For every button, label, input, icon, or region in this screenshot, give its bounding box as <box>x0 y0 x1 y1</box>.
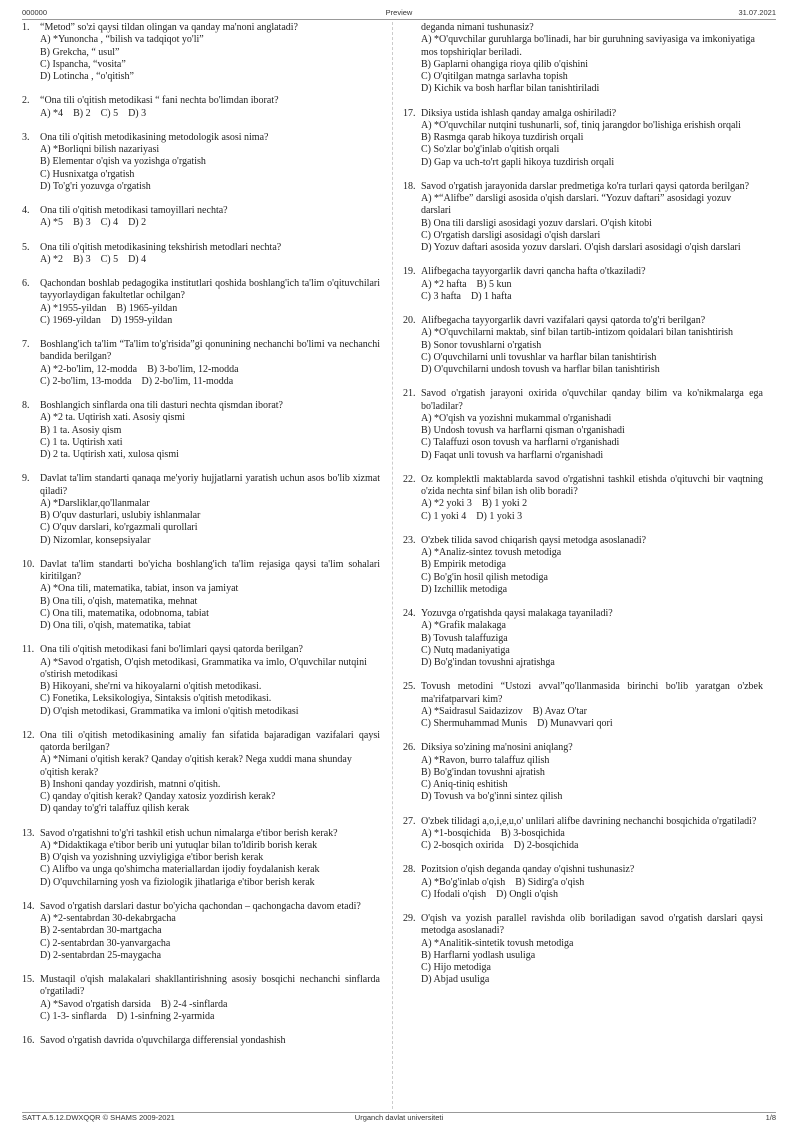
answer-options <box>22 913 380 962</box>
question-number: 1. <box>22 22 30 33</box>
question-number: 20. <box>403 315 416 326</box>
question-text-row <box>22 242 380 254</box>
answer-option: C) 1-3- sinflarda <box>40 1010 107 1022</box>
answer-option: B) 3 <box>73 253 91 265</box>
answer-option: A) *“Alifbe” darsligi asosida o'qish darslari. “Yozuv daftari” asosidagi yozuv darslari <box>421 193 732 217</box>
question-number: 6. <box>22 278 30 289</box>
answer-option-row <box>40 108 380 120</box>
answer-option: D) Yozuv daftari asosida yozuv darslari. O'qish darslari asosidagi o'qish darslari <box>421 242 741 253</box>
question-item <box>22 974 380 1023</box>
answer-options <box>22 412 380 461</box>
answer-option: A) *1-bosqichida <box>421 827 491 839</box>
question-text: O'zbek tilida savod chiqarish qaysi metodga asoslanadi? <box>421 534 647 546</box>
answer-option: D) 2 <box>128 217 147 229</box>
question-number: 17. <box>403 107 416 119</box>
answer-options <box>22 303 380 328</box>
answer-option: B) O'quv dasturlari, uslubiy ishlanmalar <box>40 510 201 521</box>
question-text: Davlat ta'lim standarti bo'yicha boshlang'ich ta'lim rejasiga qaysi ta'lim sohalari kiritilgan? <box>40 558 380 582</box>
header-date: 31.07.2021 <box>738 8 776 17</box>
question-text-row <box>22 730 380 755</box>
question-number <box>403 22 421 34</box>
question-item <box>403 742 763 803</box>
answer-option: A) *Ona tili, matematika, tabiat, inson va jamiyat <box>40 583 239 595</box>
question-text-row <box>22 1035 380 1047</box>
answer-option: C) 5 <box>100 107 119 119</box>
answer-option: C) So'zlar bo'g'inlab o'qitish orqali <box>421 144 560 156</box>
answer-option: C) Ifodali o'qish <box>421 888 487 900</box>
question-text: Alifbegacha tayyorgarlik davri vazifalari qaysi qatorda to'g'ri berilgan? <box>421 315 706 326</box>
answer-option: C) 3 hafta <box>421 290 461 302</box>
answer-options <box>22 999 380 1024</box>
answer-options <box>403 193 763 254</box>
answer-option: B) Sidirg'a o'qish <box>515 876 585 888</box>
question-item <box>22 132 380 193</box>
answer-option: B) Gaplarni ohangiga rioya qilib o'qishini <box>421 58 589 70</box>
answer-options <box>22 364 380 389</box>
answer-option: D) 4 <box>128 253 147 265</box>
question-item <box>22 242 380 267</box>
answer-options <box>403 279 763 304</box>
answer-option: D) 2-sentabrdan 25-maygacha <box>40 949 162 961</box>
answer-option: C) qanday o'qitish kerak? Qanday xatosiz yozdirish kerak? <box>40 791 276 802</box>
footer-page-number: 1/8 <box>765 1113 776 1122</box>
answer-option: A) *Grafik malakaga <box>421 620 506 632</box>
question-item <box>22 644 380 718</box>
answer-option: D) Tovush va bo'g'inni sintez qilish <box>421 791 563 803</box>
answer-option: A) *2-bo'lim, 12-modda <box>40 363 138 375</box>
answer-option: C) Fonetika, Leksikologiya, Sintaksis o'qitish metodikasi. <box>40 693 272 705</box>
answer-option: D) Gap va uch-to'rt gapli hikoya tuzdirish orqali <box>421 156 615 168</box>
answer-option: D) Izchillik metodiga <box>421 583 508 595</box>
answer-option: C) O'rgatish darsligi asosidagi o'qish darslari <box>421 229 601 241</box>
question-number: 24. <box>403 608 416 619</box>
answer-options <box>403 34 763 95</box>
question-text-row <box>403 535 763 547</box>
question-text-row <box>403 864 763 876</box>
question-number: 14. <box>22 900 35 912</box>
answer-option-row <box>421 718 763 730</box>
question-text-row <box>22 559 380 584</box>
question-text-row <box>22 205 380 217</box>
question-text: Ona tili o'qitish metodikasining tekshirish metodlari nechta? <box>40 241 282 253</box>
answer-option: A) *Bo'g'inlab o'qish <box>421 876 506 888</box>
answer-option-row <box>421 877 763 889</box>
question-text-row <box>22 901 380 913</box>
question-item <box>22 559 380 633</box>
answer-option: C) 2-bosqich oxirida <box>421 840 504 851</box>
question-text-row <box>403 816 763 828</box>
answer-option-row <box>421 291 763 303</box>
answer-option: C) Nutq madaniyatiga <box>421 644 510 656</box>
question-number: 15. <box>22 974 35 985</box>
answer-option: B) Avaz O'tar <box>532 705 588 717</box>
question-text: Davlat ta'lim standarti qanaqa me'yoriy hujjatlarni yaratish uchun asos bo'lib xizmat qiladi? <box>40 473 380 497</box>
question-text-row <box>22 473 380 498</box>
answer-option: B) Ona tili darsligi asosidagi yozuv darslari. O'qish kitobi <box>421 217 652 229</box>
answer-option: A) *Nimani o'qitish kerak? Qanday o'qitish kerak? Nega xuddi mana shunday o'qitish kerak? <box>40 754 352 778</box>
question-item <box>22 730 380 816</box>
answer-option: C) 1 ta. Uqtirish xati <box>40 436 123 448</box>
answer-option-row <box>40 254 380 266</box>
question-text: deganda nimani tushunasiz? <box>421 22 534 33</box>
answer-option: C) Bo'g'in hosil qilish metodiga <box>421 571 548 583</box>
answer-option: D) 1-sinfning 2-yarmida <box>116 1010 215 1022</box>
answer-option: B) O'qish va yozishning uzviyligiga e'tibor berish kerak <box>40 852 264 863</box>
answer-option: A) *Didaktikaga e'tibor berib uni yutuqlar bilan to'ldirib borish kerak <box>40 839 318 851</box>
question-number: 4. <box>22 205 30 216</box>
question-text-row <box>403 608 763 620</box>
question-number: 25. <box>403 681 416 693</box>
question-column-right <box>403 22 763 999</box>
question-text-row <box>403 266 763 278</box>
answer-option: A) *Savod o'rgatish, O'qish metodikasi, Grammatika va imlo, O'quvchilar nutqini o'stirish metodikasi <box>40 656 367 680</box>
question-text: Qachondan boshlab pedagogika institutlari qoshida boshlang'ich ta'lim o'qituvchilari tayyorlaydigan fakultetlar ochilgan? <box>40 278 380 302</box>
answer-option: C) 5 <box>100 253 119 265</box>
answer-option: A) *Saidrasul Saidazizov <box>421 705 523 717</box>
answer-option: C) 2-bo'lim, 13-modda <box>40 375 132 387</box>
answer-option: A) *2 hafta <box>421 278 467 290</box>
question-item <box>403 864 763 901</box>
answer-option: C) Husnixatga o'rgatish <box>40 168 135 180</box>
question-text-row <box>22 132 380 144</box>
answer-option-row <box>40 315 380 327</box>
question-text-row <box>403 181 763 193</box>
answer-option: A) *Ravon, burro talaffuz qilish <box>421 754 550 766</box>
answer-option: B) Harflarni yodlash usuliga <box>421 949 536 961</box>
question-item <box>403 681 763 730</box>
question-text-row <box>403 474 763 499</box>
answer-option: A) *5 <box>40 217 64 229</box>
answer-option: B) Empirik metodiga <box>421 559 506 571</box>
answer-option: A) *Darsliklar,qo'llanmalar <box>40 497 150 509</box>
question-text-row <box>22 278 380 303</box>
answer-option: B) Tovush talaffuziga <box>421 632 508 644</box>
answer-options <box>22 144 380 193</box>
question-text-row <box>22 95 380 107</box>
answer-option: B) Bo'g'indan tovushni ajratish <box>421 766 545 778</box>
answer-options <box>403 938 763 987</box>
answer-option-row <box>40 364 380 376</box>
answer-option: A) *2-sentabrdan 30-dekabrgacha <box>40 913 176 924</box>
question-number: 27. <box>403 815 416 827</box>
answer-option: C) Ispancha, “vosita” <box>40 58 126 70</box>
question-item <box>22 95 380 120</box>
answer-option: B) 3-bosqichida <box>500 827 565 839</box>
answer-options <box>403 413 763 462</box>
answer-option: A) *2 yoki 3 <box>421 498 472 510</box>
answer-options <box>403 327 763 376</box>
question-item <box>403 474 763 523</box>
answer-option-row <box>421 840 763 852</box>
question-text-row <box>403 315 763 327</box>
footer-copyright: SATT A.5.12.DWXQQR © SHAMS 2009-2021 <box>22 1113 175 1122</box>
question-text: “Metod” so'zi qaysi tildan olingan va qanday ma'noni anglatadi? <box>40 22 298 33</box>
answer-option: B) Sonor tovushlarni o'rgatish <box>421 339 542 351</box>
question-item <box>22 22 380 83</box>
question-text: Tovush metodini “Ustozi avval”qo'llanmasida birinchi bo'lib yaratgan o'zbek ma'rifatparvari kim? <box>421 681 763 705</box>
answer-option: A) *Analiz-sintez tovush metodiga <box>421 547 562 558</box>
question-item <box>403 108 763 169</box>
question-text-row <box>403 913 763 938</box>
answer-option: A) *O'quvchilarni maktab, sinf bilan tartib-intizom qoidalari bilan tanishtirish <box>421 327 734 339</box>
answer-option: C) Hijo metodiga <box>421 962 491 973</box>
answer-option: C) Talaffuzi oson tovush va harflarni o'rganishadi <box>421 437 620 449</box>
question-item <box>403 315 763 376</box>
answer-option: A) *Savod o'rgatish darsida <box>40 998 151 1010</box>
question-text-row <box>22 22 380 34</box>
question-number: 7. <box>22 339 30 350</box>
question-column-left <box>22 22 380 1059</box>
answer-option: D) Kichik va bosh harflar bilan tanishtiriladi <box>421 83 600 95</box>
answer-option: D) Faqat unli tovush va harflarni o'rganishadi <box>421 449 604 461</box>
answer-option: C) Shermuhammad Munis <box>421 718 528 729</box>
answer-option: C) 2-sentabrdan 30-yanvargacha <box>40 937 171 949</box>
answer-option-row <box>421 828 763 840</box>
question-text: Ona tili o'qitish metodikasining metodologik asosi nima? <box>40 131 269 143</box>
answer-option: B) 1 yoki 2 <box>481 498 528 510</box>
question-text: Savod o'rgatish jarayonida darslar predmetiga ko'ra turlari qaysi qatorda berilgan? <box>421 180 750 192</box>
question-number: 5. <box>22 241 30 253</box>
answer-option: B) Grekcha, “ usul” <box>40 46 120 58</box>
question-item <box>403 608 763 669</box>
answer-options <box>403 877 763 902</box>
answer-option: B) Undosh tovush va harflarni qisman o'rganishadi <box>421 425 625 436</box>
question-item <box>22 1035 380 1047</box>
answer-option: D) 2-bo'lim, 11-modda <box>141 375 234 387</box>
answer-option: D) O'quvchilarning yosh va fiziologik jihatlariga e'tibor berish kerak <box>40 876 315 888</box>
question-text: Oz komplektli maktablarda savod o'rgatishni tashkil etishda o'qituvchi bir vaqtning o'zida nechta sinf bilan ish olib boradi? <box>421 473 763 497</box>
answer-options <box>403 620 763 669</box>
question-item <box>22 400 380 461</box>
answer-option: B) Elementar o'qish va yozishga o'rgatish <box>40 156 206 168</box>
question-text: O'qish va yozish parallel ravishda olib boriladigan savod o'rgatish darslari qaysi metodga asoslanadi? <box>421 913 763 937</box>
answer-option-row <box>421 889 763 901</box>
question-text: Savod o'rgatish davrida o'quvchilarga differensial yondashish <box>40 1035 286 1046</box>
question-text: Alifbegacha tayyorgarlik davri qancha hafta o'tkaziladi? <box>421 266 646 278</box>
answer-options <box>403 755 763 804</box>
answer-option: B) 1965-yildan <box>116 302 178 314</box>
question-text-row <box>22 400 380 412</box>
answer-options <box>22 583 380 632</box>
answer-option: D) Abjad usuliga <box>421 974 490 986</box>
question-text-row <box>22 339 380 364</box>
answer-option: D) Ona tili, o'qish, matematika, tabiat <box>40 620 191 631</box>
answer-option: C) 1969-yildan <box>40 314 101 326</box>
question-number: 9. <box>22 473 30 485</box>
answer-option-row <box>40 376 380 388</box>
answer-option: A) *Yunoncha , “bilish va tadqiqot yo'li” <box>40 34 204 46</box>
question-text: O'zbek tilidagi a,o,i,e,u,o' unlilari alifbe davrining nechanchi bosqichida o'rgatiladi? <box>421 815 757 827</box>
question-item <box>22 901 380 962</box>
question-text-row <box>22 828 380 840</box>
question-number: 3. <box>22 131 30 143</box>
answer-option: B) 5 kun <box>476 278 512 290</box>
answer-option: A) *1955-yildan <box>40 302 107 314</box>
question-number: 26. <box>403 742 416 754</box>
question-text: Boshlang'ich ta'lim “Ta'lim to'g'risida”gi qonunining nechanchi bo'limi va nechanchi bandida berilgan? <box>40 339 380 363</box>
answer-option: B) Ona tili, o'qish, matematika, mehnat <box>40 595 198 607</box>
question-text: Boshlangich sinflarda ona tili dasturi nechta qismdan iborat? <box>40 400 283 411</box>
question-text: Yozuvga o'rgatishda qaysi malakaga tayaniladi? <box>421 608 613 619</box>
answer-option: B) 3 <box>73 217 91 229</box>
answer-option: B) Hikoyani, she'rni va hikoyalarni o'qitish metodikasi. <box>40 681 262 692</box>
question-text: Diksiya ustida ishlash qanday amalga oshiriladi? <box>421 107 617 119</box>
question-text: Ona tili o'qitish metodikasining amaliy fan sifatida bajaradigan vazifalari qaysi qatorda berilgan? <box>40 729 380 753</box>
answer-option: B) 1 ta. Asosiy qism <box>40 424 122 436</box>
question-text-row <box>403 22 763 34</box>
answer-options <box>403 828 763 853</box>
answer-option: B) Inshoni qanday yozdirish, matnni o'qitish. <box>40 778 221 790</box>
answer-options <box>22 34 380 83</box>
question-text-row <box>22 974 380 999</box>
answer-option: B) 2-sentabrdan 30-martgacha <box>40 925 162 937</box>
answer-option-row <box>421 279 763 291</box>
question-text: Pozitsion o'qish deganda qanday o'qishni tushunasiz? <box>421 864 635 876</box>
answer-option: D) qanday to'g'ri talaffuz qilish kerak <box>40 803 190 815</box>
answer-option: D) Bo'g'indan tovushni ajratishga <box>421 657 555 668</box>
question-text: Ona tili o'qitish metodikasi tamoyillari nechta? <box>40 205 228 216</box>
answer-options <box>22 657 380 718</box>
question-number: 21. <box>403 388 416 400</box>
answer-option-row <box>40 217 380 229</box>
question-item <box>22 828 380 889</box>
answer-option: C) 1 yoki 4 <box>421 510 467 522</box>
answer-options <box>403 547 763 596</box>
answer-option: C) O'quvchilarni unli tovushlar va harflar bilan tanishtirish <box>421 351 657 363</box>
answer-options <box>22 108 380 120</box>
answer-option: C) Alifbo va unga qo'shimcha materiallardan ijodiy foydalanish kerak <box>40 864 320 876</box>
answer-option: D) 1 hafta <box>471 290 512 302</box>
answer-option-row <box>40 303 380 315</box>
question-item <box>22 205 380 230</box>
question-text-row <box>22 644 380 656</box>
answer-options <box>22 498 380 547</box>
question-item <box>403 388 763 462</box>
question-item <box>403 266 763 303</box>
answer-option: A) *2 <box>40 253 64 265</box>
answer-options <box>22 217 380 229</box>
page-footer <box>22 1113 776 1125</box>
answer-option: B) 2-4 -sinflarda <box>160 998 228 1010</box>
question-text: Ona tili o'qitish metodikasi fani bo'limlari qaysi qatorda berilgan? <box>40 644 303 656</box>
question-item <box>22 278 380 327</box>
answer-option: D) To'g'ri yozuvga o'rgatish <box>40 180 151 192</box>
question-item <box>22 473 380 547</box>
answer-option: A) *O'quvchilar guruhlarga bo'linadi, har bir guruhning saviyasiga va imkoniyatiga mos topshiriqlar beriladi. <box>421 34 755 58</box>
question-number: 2. <box>22 95 30 107</box>
question-item <box>403 913 763 987</box>
question-item <box>403 181 763 255</box>
answer-option: D) 2-bosqichida <box>513 840 579 851</box>
answer-options <box>22 840 380 889</box>
answer-option: D) Munavvari qori <box>537 718 613 729</box>
answer-options <box>403 706 763 731</box>
answer-option: D) Lotincha , “o'qitish” <box>40 71 134 82</box>
answer-option: D) 1959-yildan <box>110 314 173 326</box>
answer-option: D) 2 ta. Uqtirish xati, xulosa qismi <box>40 449 179 460</box>
header-code: 000000 <box>22 8 48 17</box>
answer-options <box>22 754 380 815</box>
question-item <box>403 22 763 96</box>
answer-options <box>403 498 763 523</box>
question-text-row <box>403 742 763 754</box>
question-number: 13. <box>22 827 35 839</box>
answer-option: A) *4 <box>40 107 64 119</box>
question-number: 18. <box>403 180 416 192</box>
answer-option: A) *O'quvchilar nutqini tushunarli, sof, tiniq jarangdor bo'lishiga erishish orqali <box>421 119 741 131</box>
question-text-row <box>403 108 763 120</box>
header-title: Preview <box>385 8 413 17</box>
answer-option-row <box>40 999 380 1011</box>
question-number: 28. <box>403 864 416 876</box>
answer-option: D) O'quvchilarni undosh tovush va harflar bilan tanishtirish <box>421 364 660 375</box>
answer-option-row <box>421 706 763 718</box>
answer-option: C) O'qitilgan matnga sarlavha topish <box>421 71 568 82</box>
answer-option: A) *2 ta. Uqtirish xati. Asosiy qismi <box>40 412 185 424</box>
question-number: 29. <box>403 913 416 924</box>
answer-options <box>22 254 380 266</box>
question-text: Mustaqil o'qish malakalari shakllantirishning asosiy bosqichi nechanchi sinflarda o'rgatiladi? <box>40 974 380 998</box>
question-text: Savod o'rgatish jarayoni oxirida o'quvchilar qanday bilim va ko'nikmalarga ega bo'ladilar? <box>421 388 763 412</box>
question-number: 8. <box>22 400 30 411</box>
question-number: 19. <box>403 266 416 278</box>
answer-option: D) O'qish metodikasi, Grammatika va imloni o'qitish metodikasi <box>40 705 299 717</box>
question-text: Diksiya so'zining ma'nosini aniqlang? <box>421 742 573 754</box>
question-number: 23. <box>403 534 416 546</box>
answer-option: A) *Analitik-sintetik tovush metodiga <box>421 937 574 949</box>
question-number: 12. <box>22 729 35 741</box>
question-item <box>403 535 763 596</box>
answer-option: B) 3-bo'lim, 12-modda <box>147 363 239 375</box>
question-item <box>22 339 380 388</box>
question-number: 16. <box>22 1035 35 1046</box>
question-text: Savod o'rgatish darslari dastur bo'yicha qachondan – qachongacha davom etadi? <box>40 900 361 912</box>
answer-option: C) Ona tili, matematika, odobnoma, tabiat <box>40 607 209 619</box>
answer-option: C) O'quv darslari, ko'rgazmali qurollari <box>40 522 198 534</box>
question-text-row <box>403 388 763 413</box>
answer-option: B) 2 <box>73 107 91 119</box>
footer-institution: Urganch davlat universiteti <box>354 1113 444 1122</box>
question-item <box>403 816 763 853</box>
answer-option: D) 3 <box>128 107 147 119</box>
question-text-row <box>403 681 763 706</box>
answer-options <box>403 120 763 169</box>
answer-option: D) Nizomlar, konsepsiyalar <box>40 534 151 546</box>
answer-option: B) Rasmga qarab hikoya tuzdirish orqali <box>421 132 584 143</box>
answer-option: D) 1 yoki 3 <box>476 510 523 522</box>
question-text: “Ona tili o'qitish metodikasi “ fani nechta bo'limdan iborat? <box>40 95 279 107</box>
question-number: 22. <box>403 473 416 485</box>
question-number: 11. <box>22 644 35 656</box>
question-number: 10. <box>22 558 35 570</box>
answer-option: A) *Borliqni bilish nazariyasi <box>40 144 160 155</box>
answer-option: C) Aniq-tiniq eshitish <box>421 779 508 790</box>
answer-option-row <box>421 498 763 510</box>
answer-option: C) 4 <box>100 217 119 229</box>
answer-option: A) *O'qish va yozishni mukammal o'rganishadi <box>421 412 612 424</box>
header-rule <box>22 19 776 20</box>
answer-option-row <box>421 511 763 523</box>
answer-option-row <box>40 1011 380 1023</box>
answer-option: D) Ongli o'qish <box>496 888 558 900</box>
column-divider <box>392 22 393 1109</box>
question-text: Savod o'rgatishni to'g'ri tashkil etish uchun nimalarga e'tibor berish kerak? <box>40 827 338 839</box>
